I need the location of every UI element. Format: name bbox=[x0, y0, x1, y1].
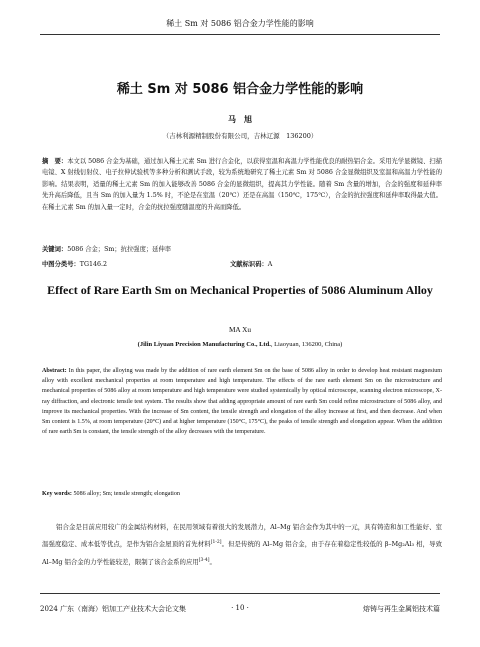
english-affiliation-company: (Jilin Liyuan Precision Manufacturing Co., Ltd. bbox=[137, 341, 271, 348]
classification-line bbox=[42, 259, 442, 268]
chinese-author: 马 旭 bbox=[228, 115, 252, 124]
footer-section-title: 熔铸与再生金属铝技术篇 bbox=[363, 605, 440, 613]
english-affiliation-location: , Liaoyuan, 136200, China) bbox=[270, 341, 343, 348]
english-abstract-text: In this paper, the alloying was made by the addition of rare earth element Sm on the base of 5086 alloy in order to develop heat resistant magnesium alloy with excellent mechanical properties at room temperature and high temperature. The effects of the rare earth element Sm on the microstructure and mechanical properties of 5086 alloy at room temperature and high temperature were studied systemically by optical microscope, scanning electron microscope, X-ray diffraction, and electronic tensile test system. The results show that adding appropriate amount of rare earth Sm could refine microstructure of 5086 alloy, and improve its mechanical properties. With the increase of Sm content, the tensile strength and elongation of the alloy increase at first, and then decrease. And when Sm content is 1.5%, at room temperature (20°C) and at higher temperature (150°C, 175°C), the peaks of tensile strength and elongation appear. When the addition of rare earth Sm is constant, the tensile strength of the alloy decreases with the temperature. bbox=[42, 368, 442, 436]
class-number-label: 中图分类号： bbox=[42, 261, 80, 268]
english-keywords-text: 5086 alloy; Sm; tensile strength; elongation bbox=[71, 491, 180, 497]
body-text-part-2: 。但是传统的 Al–Mg 铝合金，由于存在着稳定性较低的 β–Mg₂Al₃ 相，导致 Al–Mg 铝合金的力学性能较差，限制了该合金系的应用 bbox=[42, 540, 443, 566]
page-footer bbox=[40, 604, 440, 616]
chinese-keywords-label: 关键词： bbox=[42, 246, 68, 253]
english-abstract bbox=[42, 366, 442, 437]
body-text-part-1: 铝合金是目前应用较广的金属结构材料，在民用领域有着很大的发展潜力，Al–Mg 铝合金作为其中的一元，具有铸造和加工性能好、室温强度稳定、成本低等优点，是作为铝合金屋顶的首先材料 bbox=[42, 523, 442, 549]
document-code bbox=[230, 259, 272, 268]
english-title: Effect of Rare Earth Sm on Mechanical Properties of 5086 Aluminum Alloy bbox=[47, 283, 433, 297]
document-code-value: A bbox=[267, 261, 273, 268]
class-number-value: TG146.2 bbox=[79, 261, 108, 268]
citation-ref-1[interactable]: [1-2] bbox=[210, 540, 222, 546]
english-keywords-label: Key words: bbox=[42, 491, 72, 497]
header-divider bbox=[40, 34, 440, 35]
citation-ref-2[interactable]: [3-4] bbox=[198, 557, 210, 563]
page-number: · 10 · bbox=[231, 604, 249, 612]
chinese-abstract bbox=[42, 156, 442, 213]
running-header: 稀土 Sm 对 5086 铝合金力学性能的影响 bbox=[166, 19, 314, 28]
chinese-affiliation: （吉林利源精制股份有限公司，吉林辽源 136200） bbox=[162, 132, 318, 140]
footer-proceedings-title: 2024 广东（南海）铝加工产业技术大会论文集 bbox=[40, 605, 187, 613]
body-paragraph bbox=[42, 520, 442, 570]
english-keywords bbox=[42, 491, 442, 497]
document-code-label: 文献标识码： bbox=[230, 261, 268, 268]
chinese-keywords-text: 5086 合金；Sm；抗拉强度；延伸率 bbox=[67, 246, 172, 253]
english-author: MA Xu bbox=[228, 325, 252, 334]
footer-divider bbox=[40, 593, 440, 594]
chinese-abstract-text: 本文以 5086 合金为基础，通过加入稀土元素 Sm 进行合金化，以获得室温和高温力学性能优良的耐热铝合金。采用光学显微镜、扫描电镜、X 射线衍射仪、电子拉伸试验机等多种分析和测试手段，较为系统地研究了稀土元素 Sm 对 5086 合金显微组织及室温和高温力学性能的影响。结果表明，适量的稀土元素 Sm 的加入能够改善 5086 合金的显微组织，提高其力学性能。随着 Sm 含量的增加，合金的强度和延伸率先升高后降低，且当 Sm 的加入量为 1.5% 时，不论是在室温（20℃）还是在高温（150℃，175℃），合金的抗拉强度和延伸率取得最大值。在稀土元素 Sm 的加入量一定时，合金的抗拉强度随温度的升高而降低。 bbox=[42, 158, 442, 211]
body-text-part-3: 。 bbox=[209, 557, 216, 566]
chinese-title: 稀土 Sm 对 5086 铝合金力学性能的影响 bbox=[116, 82, 364, 97]
english-affiliation bbox=[0, 341, 480, 348]
chinese-abstract-label: 摘 要： bbox=[42, 158, 68, 165]
english-abstract-label: Abstract: bbox=[42, 368, 67, 374]
chinese-keywords bbox=[42, 244, 442, 253]
